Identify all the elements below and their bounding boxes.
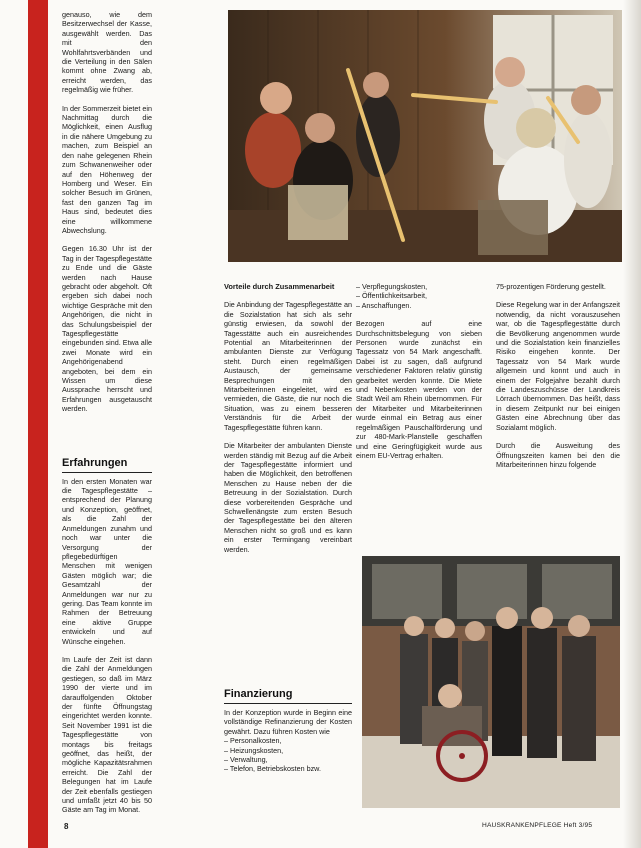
magazine-footer: HAUSKRANKENPFLEGE Heft 3/95 (482, 822, 593, 829)
list-item: – Heizungskosten, (224, 746, 352, 755)
paragraph: Durch die Ausweitung des Öffnungszeiten kamen bei den die Mitarbeiterinnen hinzu folgende (496, 441, 620, 469)
list-item: – Telefon, Betriebskosten bzw. (224, 764, 352, 773)
photo-group-outdoor-image (362, 556, 620, 808)
photo-group-outdoor (362, 556, 620, 808)
heading-rule (224, 703, 352, 704)
cost-list-continued (356, 282, 482, 310)
list-item: – Verwaltung, (224, 755, 352, 764)
paragraph: Im Laufe der Zeit ist dann die Zahl der Anmeldungen gestiegen, so daß im März 1990 der vierte und im darauffolgenden Oktober der fünfte Öffnungstag eingerichtet werden konnte. Seit November 1991 ist die Tagespflegestätte von montags bis freitags geöffnet, das heißt, der mögliche Kapazitätsrahmen erreicht. Die Zahl der Belegungen hat im Laufe der Zeit ebenfalls gestiegen und umfaßt jetzt 40 bis 50 Gäste am Tag im Monat. (62, 654, 152, 815)
section-heading-erfahrungen: Erfahrungen (62, 456, 128, 469)
paragraph: Bezogen auf eine Durchschnittsbelegung von sieben Personen wurde zunächst ein Tagessatz von 54 Mark angeschafft. Dabei ist zu sagen, daß aufgrund verschiedener Faktoren relativ günstig gearbeitet werden konnte. Die Miete und Nebenkosten werden von der Stadt Weil am Rhein übernommen. Für der Mitarbeiter und Mitarbeiterinnen wurde einmal ein Betrag aus einer regelmäßigen Pauschalförderung und zur 480-Mark-Planstelle geschaffen und eine Geringfügigkeit wurde aus einem EU-Vertrag erhalten. (356, 319, 482, 460)
text-column-3 (356, 282, 482, 544)
paragraph: 75-prozentigen Förderung gestellt. (496, 282, 606, 291)
paragraph: Gegen 16.30 Uhr ist der Tag in der Tagespflegestätte zu Ende und die Gäste werden nach Hause gebracht oder abgeholt. Oft ergeben sich dabei noch wichtige Gespräche mit den Angehörigen, die nicht in das Schulungsbeispiel der Tagespflegestätte eingebunden sind. Etwa alle zwei Monate wird ein Angehörigenabend angeboten, bei dem ein Wissen um diese Aussprache herrscht und Erfahrungen ausgetauscht werden. (62, 244, 152, 414)
paragraph: Diese Regelung war in der Anfangszeit notwendig, da nicht vorauszusehen war, ob die Tagespflegestätte durch die Bevölkerung angenommen wurde und die Sozialstation kein finanzielles Risiko eingehen konnte. Der Tagessatz von 54 Mark wurde allgemein und konnt und auch in einem der Folgejahre bezahlt durch die Landeszuschüsse der Landkreis Lörrach übernommen. Das heißt, dass in diesem Zeitpunkt nur bei einigen Gästen eine Abrechnung über das Sozialamt möglich. (496, 300, 620, 432)
subheading-vorteile: Vorteile durch Zusammenarbeit (224, 282, 335, 291)
heading-rule (62, 472, 152, 473)
text-column-1 (62, 10, 152, 816)
page-number: 8 (64, 822, 69, 831)
paragraph: Die Mitarbeiter der ambulanten Dienste werden ständig mit Bezug auf die Arbeit der Tagespflegestätte informiert und haben die Möglichkeit, den betroffenen Menschen zu Hause neben der die Betreuung in der Sozialstation. Durch diese vorbereitenden Gespräche und Schwellenängste zum ersten Besuch der Tagespflegestätte bei den älteren Menschen nicht so groß und es kann ein erster Termingang vereinbart werden. (224, 441, 352, 554)
cost-list (224, 736, 352, 774)
text-column-4 (496, 282, 620, 544)
section-heading-finanzierung: Finanzierung (224, 688, 293, 700)
paragraph: In der Sommerzeit bietet ein Nachmittag durch die Möglichkeit, einen Ausflug in die nähere Umgebung zu machen, zum Beispiel an den nahe gelegenen Rhein zum Schwanenweiher oder auf den Höhenweg der Homberg und Weser. Ein solcher Besuch im Grünen, fast den ganzen Tag im Haus sind, bedeutet dies eine willkommene Abwechslung. (62, 103, 152, 235)
list-item: – Anschaffungen. (356, 301, 482, 310)
photo-therapy-group-image (228, 10, 622, 262)
paragraph: In der Konzeption wurde in Beginn eine vollständige Refinanzierung der Kosten gewährt. Dazu führen Kosten wie (224, 708, 352, 736)
list-item: – Verpflegungskosten, (356, 282, 482, 291)
photo-therapy-group (228, 10, 622, 262)
paragraph: Die Anbindung der Tagespflegestätte an die Sozialstation hat sich als sehr günstig erwiesen, da sowohl der Tagesstätte auch ein ausreichendes Potential an Mitarbeiterinnen der ambulanten Dienste zur Verfügung steht. Durch einen regelmäßigen Austausch, der gemeinsame Besprechungen mit den Mitarbeiterinnen eingeleitet, wird es vermieden, die Gäste, die nur noch die Situation, was zu einem besseren Verständnis für die Arbeit der Tagespflegestätte führen kann. (224, 300, 352, 432)
spine-shadow (623, 0, 641, 848)
paragraph: In den ersten Monaten war die Tagespflegestätte – entsprechend der Planung und Konzeption, geöffnet, als die Zahl der Anmeldungen zunahm und noch war unter die Versorgung der pflegebedürftigen Menschen mit wenigen Gästen möglich war; die Gesamtzahl der Anmeldungen war nur zu gering. Das Team konnte im Rahmen der Betreuung eine aktive Gruppe entwickeln und auf Wünsche eingehen. (62, 476, 152, 646)
text-column-2 (224, 282, 352, 672)
list-item: – Öffentlichkeitsarbeit, (356, 291, 482, 300)
list-item: – Personalkosten, (224, 736, 352, 745)
text-column-2-finanzierung (224, 688, 352, 818)
red-margin-bar (28, 0, 48, 848)
paragraph: genauso, wie dem Besitzerwechsel der Kasse, ausgewählt werden. Das mit den Wohlfahrtsverbänden und die Verteilung in den Sälen kommt ohne Zwang ab, erreicht werden, das regelmäßig wie früher. (62, 10, 152, 95)
